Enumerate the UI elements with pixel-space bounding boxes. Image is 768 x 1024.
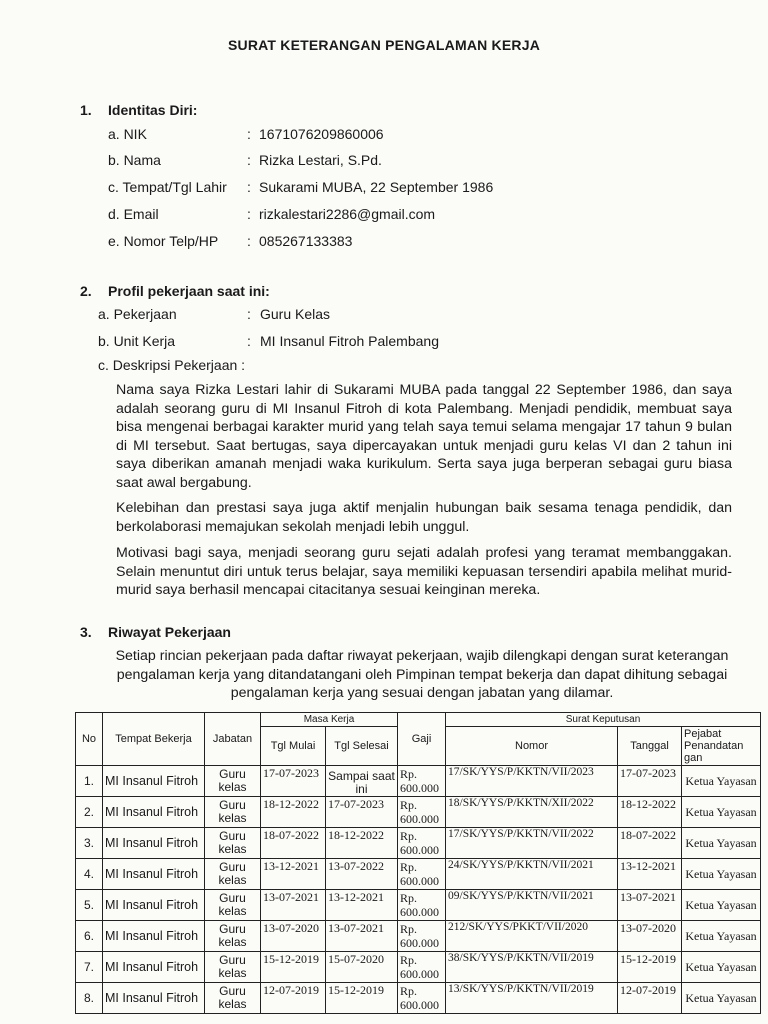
cell-gaji: Rp. 600.000 — [398, 890, 446, 921]
document-title: SURAT KETERANGAN PENGALAMAN KERJA — [227, 37, 541, 53]
cell-tgl-selesai: Sampai saat ini — [326, 766, 398, 797]
row-value: MI Insanul Fitroh Palembang — [260, 333, 439, 349]
cell-jabatan: Guru kelas — [205, 890, 261, 921]
cell-nomor: 17/SK/YYS/P/KKTN/VII/2022 — [446, 828, 618, 859]
cell-jabatan: Guru kelas — [205, 952, 261, 983]
section-2-number: 2. — [80, 283, 92, 299]
cell-pejabat: Ketua Yayasan — [682, 766, 761, 797]
cell-nomor: 13/SK/YYS/P/KKTN/VII/2019 — [446, 983, 618, 1014]
header-nomor: Nomor — [446, 727, 618, 766]
cell-tgl-selesai: 13-07-2021 — [326, 921, 398, 952]
cell-jabatan: Guru kelas — [205, 921, 261, 952]
identity-row-nik — [108, 126, 528, 144]
row-label: a. Pekerjaan — [98, 306, 177, 322]
cell-tgl-mulai: 13-07-2020 — [261, 921, 326, 952]
header-pejabat: Pejabat Penandatan gan — [682, 727, 761, 766]
header-surat-keputusan: Surat Keputusan — [446, 713, 761, 727]
row-value: rizkalestari2286@gmail.com — [259, 206, 436, 222]
row-label: b. Unit Kerja — [98, 333, 176, 349]
section-1-number: 1. — [80, 102, 92, 118]
row-label: e. Nomor Telp/HP — [108, 233, 219, 249]
header-no: No — [76, 713, 103, 766]
row-label: b. Nama — [108, 152, 161, 168]
section-3-heading — [80, 624, 380, 642]
cell-nomor: 212/SK/YYS/PKKT/VII/2020 — [446, 921, 618, 952]
row-value: 085267133383 — [259, 233, 353, 249]
cell-tempat: MI Insanul Fitroh — [103, 797, 205, 828]
cell-nomor: 09/SK/YYS/P/KKTN/VII/2021 — [446, 890, 618, 921]
cell-tanggal: 15-12-2019 — [618, 952, 682, 983]
cell-gaji: Rp. 600.000 — [398, 983, 446, 1014]
identity-row-telp — [108, 233, 528, 251]
cell-tanggal: 13-07-2021 — [618, 890, 682, 921]
cell-nomor: 17/SK/YYS/P/KKTN/VII/2023 — [446, 766, 618, 797]
row-colon: : — [247, 126, 251, 142]
table-row — [76, 921, 761, 952]
cell-tanggal: 18-12-2022 — [618, 797, 682, 828]
description-paragraph-1: Nama saya Rizka Lestari lahir di Sukarami MUBA pada tanggal 22 September 1986, dan saya adalah seorang guru di MI Insanul Fitroh di kota Palembang. Menjadi pendidik, membuat saya bisa mengenai berbagai karakter murid yang telah saya temui selama mengajar 17 tahun 9 bulan di MI tersebut. Saat bertugas, saya dipercayakan untuk menjadi guru kelas VI dan 2 tahun ini saya diberikan amanah menjadi waka kurikulum. Serta saya juga berperan sebagai guru biasa saat awal bergabung. — [116, 382, 732, 491]
cell-tgl-selesai: 13-07-2022 — [326, 859, 398, 890]
cell-nomor: 38/SK/YYS/P/KKTN/VII/2019 — [446, 952, 618, 983]
cell-tgl-mulai: 15-12-2019 — [261, 952, 326, 983]
table-row — [76, 797, 761, 828]
identity-row-nama — [108, 152, 528, 170]
cell-tgl-mulai: 18-07-2022 — [261, 828, 326, 859]
cell-pejabat: Ketua Yayasan — [682, 983, 761, 1014]
section-2-heading — [80, 283, 380, 301]
cell-tempat: MI Insanul Fitroh — [103, 890, 205, 921]
header-tanggal: Tanggal — [618, 727, 682, 766]
cell-pejabat: Ketua Yayasan — [682, 952, 761, 983]
cell-tgl-mulai: 12-07-2019 — [261, 983, 326, 1014]
cell-gaji: Rp. 600.000 — [398, 859, 446, 890]
cell-no: 3. — [76, 828, 103, 859]
cell-jabatan: Guru kelas — [205, 797, 261, 828]
cell-tgl-mulai: 13-12-2021 — [261, 859, 326, 890]
cell-pejabat: Ketua Yayasan — [682, 921, 761, 952]
table-row — [76, 828, 761, 859]
cell-tgl-selesai: 15-12-2019 — [326, 983, 398, 1014]
cell-tempat: MI Insanul Fitroh — [103, 983, 205, 1014]
row-value: Guru Kelas — [260, 306, 331, 322]
cell-tgl-selesai: 17-07-2023 — [326, 797, 398, 828]
cell-nomor: 18/SK/YYS/P/KKTN/XII/2022 — [446, 797, 618, 828]
cell-tempat: MI Insanul Fitroh — [103, 952, 205, 983]
cell-no: 8. — [76, 983, 103, 1014]
header-masa-kerja: Masa Kerja — [261, 713, 398, 727]
section-3-title: Riwayat Pekerjaan — [108, 624, 231, 640]
cell-no: 1. — [76, 766, 103, 797]
row-label: d. Email — [108, 206, 159, 222]
cell-tempat: MI Insanul Fitroh — [103, 921, 205, 952]
identity-row-ttl — [108, 179, 528, 197]
cell-jabatan: Guru kelas — [205, 983, 261, 1014]
description-paragraph-3: Motivasi bagi saya, menjadi seorang guru sejati adalah profesi yang teramat membanggakan. Selain menuntut diri untuk terus belajar, saya memiliki kepuasan tersendiri apabila melihat murid-murid saya berhasil mencapai citacitanya sesuai keinginan mereka. — [116, 545, 732, 599]
header-tgl-selesai: Tgl Selesai — [326, 727, 398, 766]
cell-pejabat: Ketua Yayasan — [682, 859, 761, 890]
cell-no: 5. — [76, 890, 103, 921]
row-label: a. NIK — [108, 126, 147, 142]
cell-no: 2. — [76, 797, 103, 828]
cell-tgl-mulai: 17-07-2023 — [261, 766, 326, 797]
table-row — [76, 952, 761, 983]
table-row — [76, 766, 761, 797]
header-tgl-mulai: Tgl Mulai — [261, 727, 326, 766]
row-value: 1671076209860006 — [259, 126, 384, 142]
cell-pejabat: Ketua Yayasan — [682, 828, 761, 859]
cell-jabatan: Guru kelas — [205, 766, 261, 797]
section-2-title: Profil pekerjaan saat ini: — [108, 283, 270, 299]
row-value: Sukarami MUBA, 22 September 1986 — [259, 179, 494, 195]
cell-jabatan: Guru kelas — [205, 828, 261, 859]
section-3-number: 3. — [80, 624, 92, 640]
cell-nomor: 24/SK/YYS/P/KKTN/VII/2021 — [446, 859, 618, 890]
section-1-title: Identitas Diri: — [108, 102, 198, 118]
cell-jabatan: Guru kelas — [205, 859, 261, 890]
table-row — [76, 859, 761, 890]
cell-no: 6. — [76, 921, 103, 952]
cell-gaji: Rp. 600.000 — [398, 828, 446, 859]
job-row-deskripsi — [98, 357, 518, 375]
identity-row-email — [108, 206, 528, 224]
row-colon: : — [247, 333, 251, 349]
row-colon: : — [247, 306, 251, 322]
cell-no: 7. — [76, 952, 103, 983]
row-colon: : — [247, 206, 251, 222]
cell-tempat: MI Insanul Fitroh — [103, 859, 205, 890]
cell-tanggal: 12-07-2019 — [618, 983, 682, 1014]
header-tempat: Tempat Bekerja — [103, 713, 205, 766]
row-label: c. Tempat/Tgl Lahir — [108, 179, 227, 195]
cell-tanggal: 13-07-2020 — [618, 921, 682, 952]
cell-tgl-selesai: 15-07-2020 — [326, 952, 398, 983]
job-row-unit-kerja — [98, 333, 518, 351]
row-value: Rizka Lestari, S.Pd. — [259, 152, 382, 168]
cell-tanggal: 13-12-2021 — [618, 859, 682, 890]
section-1-heading — [80, 102, 380, 120]
header-jabatan: Jabatan — [205, 713, 261, 766]
cell-no: 4. — [76, 859, 103, 890]
cell-gaji: Rp. 600.000 — [398, 952, 446, 983]
cell-tanggal: 17-07-2023 — [618, 766, 682, 797]
cell-tgl-mulai: 18-12-2022 — [261, 797, 326, 828]
row-label: c. Deskripsi Pekerjaan : — [98, 357, 246, 373]
description-paragraph-2: Kelebihan dan prestasi saya juga aktif menjalin hubungan baik sesama tenaga pendidik, dan berkolaborasi memajukan sekolah menjadi lebih unggul. — [116, 500, 732, 535]
cell-gaji: Rp. 600.000 — [398, 921, 446, 952]
cell-gaji: Rp. 600.000 — [398, 797, 446, 828]
row-colon: : — [247, 179, 251, 195]
cell-gaji: Rp. 600.000 — [398, 766, 446, 797]
row-colon: : — [247, 152, 251, 168]
cell-tanggal: 18-07-2022 — [618, 828, 682, 859]
job-row-pekerjaan — [98, 306, 518, 324]
cell-tgl-selesai: 18-12-2022 — [326, 828, 398, 859]
header-gaji: Gaji — [398, 713, 446, 766]
work-history-table — [75, 712, 761, 1014]
cell-pejabat: Ketua Yayasan — [682, 890, 761, 921]
cell-tempat: MI Insanul Fitroh — [103, 766, 205, 797]
section-3-intro: Setiap rincian pekerjaan pada daftar riwayat pekerjaan, wajib dilengkapi dengan surat keterangan pengalaman kerja yang ditandatangani oleh Pimpinan tempat bekerja dan dapat dihitung sebagai pengalaman kerja yang sesuai dengan jabatan yang dilamar. — [115, 648, 729, 702]
row-colon: : — [247, 233, 251, 249]
table-row — [76, 983, 761, 1014]
cell-tgl-selesai: 13-12-2021 — [326, 890, 398, 921]
cell-tempat: MI Insanul Fitroh — [103, 828, 205, 859]
cell-tgl-mulai: 13-07-2021 — [261, 890, 326, 921]
table-row — [76, 890, 761, 921]
cell-pejabat: Ketua Yayasan — [682, 797, 761, 828]
